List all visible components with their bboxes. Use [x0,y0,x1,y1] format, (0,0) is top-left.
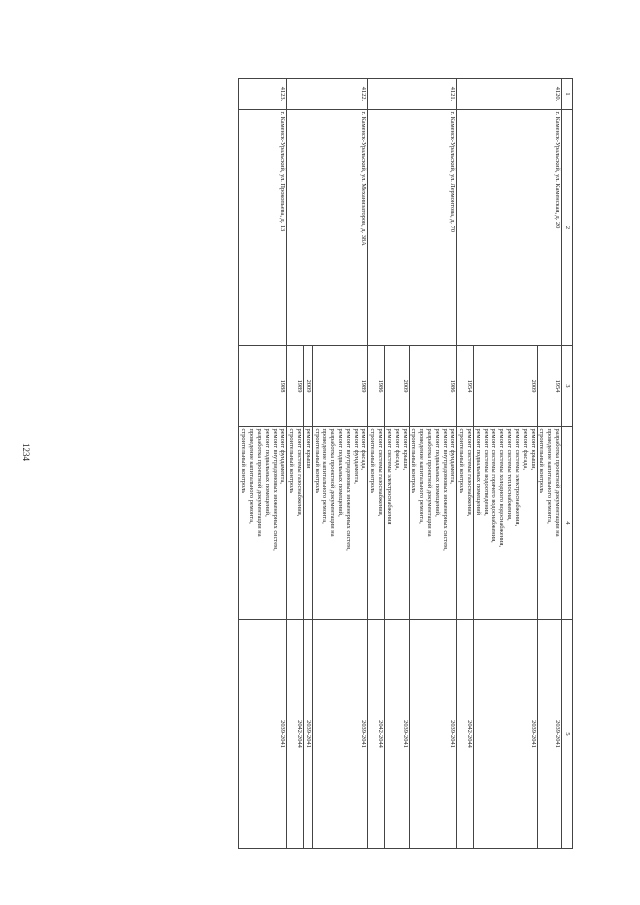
work-item: ремонт внутридомовых инженерных систем, [344,428,352,551]
col-header-4: 4 [562,427,573,620]
works-list [287,427,304,620]
work-item: ремонт системы газоснабжения, [296,428,303,517]
repair-period: 2039-2041 [537,620,561,849]
work-item: ремонт фасада, [393,428,401,470]
work-item: строительный контроль [369,428,377,494]
work-item: ремонт системы газоснабжения, [466,428,474,517]
work-item: проведение капитального ремонта, [248,428,256,524]
work-item: разработка проектной документации на [329,428,337,537]
construction-year: 2009 [304,346,313,427]
work-item: ремонт системы газоснабжения, [377,428,385,517]
header-row [562,79,573,849]
record-address: г. Каменск-Уральский, ул. Механизаторов, д. 38А [287,110,368,346]
construction-year: 1989 [312,346,368,427]
table-row [537,79,561,849]
col-header-1: 1 [562,79,573,110]
work-item: строительный контроль [458,428,466,494]
works-list [304,427,313,620]
works-list [312,427,368,620]
repair-period: 2039-2041 [474,620,538,849]
construction-year: 1988 [239,346,287,427]
works-list [368,427,385,620]
work-item: ремонт системы электроснабжения, [513,428,521,527]
work-item: проведение капитального ремонта, [546,428,554,524]
work-item: ремонт подвальных помещений, [263,428,271,517]
page-number: 1234 [21,443,31,461]
works-list [474,427,538,620]
work-item: ремонт подвальных помещений, [433,428,441,517]
col-header-3: 3 [562,346,573,427]
record-address: г. Каменск-Уральский, ул. Каменская, д. 20 [457,110,562,346]
repair-period: 2039-2041 [312,620,368,849]
record-number: 4120. [457,79,562,110]
construction-year: 1954 [457,346,474,427]
record-number: 4121. [368,79,457,110]
work-item: разработка проектной документации на [255,428,263,537]
repair-period: 2039-2041 [304,620,313,849]
work-item: ремонт крыши [304,428,312,469]
record-number: 4123. [239,79,287,110]
rotated-table-wrapper [67,78,573,848]
col-header-2: 2 [562,110,573,346]
repair-period: 2039-2041 [385,620,409,849]
work-item: ремонт подвальных помещений [474,428,482,516]
work-item: проведение капитального ремонта, [321,428,329,524]
construction-year: 2009 [385,346,409,427]
work-item: ремонт фасада, [360,428,368,470]
work-item: ремонт фундамента, [352,428,360,484]
work-item: ремонт внутридомовых инженерных систем, [441,428,449,551]
work-item: строительный контроль [288,428,296,494]
col-header-5: 5 [562,620,573,849]
record-address: г. Каменск-Уральский, ул. Лермонтова, д. 70 [368,110,457,346]
works-list [409,427,457,620]
repair-period: 2042-2044 [287,620,304,849]
work-item: ремонт фундамента, [449,428,457,484]
construction-year: 1986 [409,346,457,427]
works-list [385,427,409,620]
repair-period: 2042-2044 [457,620,474,849]
works-list [457,427,474,620]
construction-year: 1954 [537,346,561,427]
work-item: ремонт крыши, [401,428,409,471]
construction-year: 1986 [368,346,385,427]
work-item: разработка проектной документации на [554,428,561,537]
works-list [537,427,561,620]
construction-year: 2009 [474,346,538,427]
work-item: ремонт системы горячего водоснабжения, [490,428,498,543]
work-item: ремонт внутридомовых инженерных систем, [271,428,279,551]
table-row [312,79,368,849]
work-item: строительный контроль [410,428,418,494]
repair-period: 2039-2041 [409,620,457,849]
work-item: ремонт фасада, [521,428,529,470]
record-address: г. Каменск-Уральский, ул. Прокопьева, д. 13 [239,110,287,346]
construction-year: 1989 [287,346,304,427]
repair-period: 2039-2041 [239,620,287,849]
work-item: ремонт фундамента, [279,428,287,484]
work-item: ремонт подвальных помещений, [337,428,345,517]
works-list [239,427,287,620]
work-item: проведение капитального ремонта, [418,428,426,524]
repair-period: 2042-2044 [368,620,385,849]
work-item: ремонт системы холодного водоснабжения, [498,428,506,547]
work-item: ремонт системы теплоснабжения, [506,428,514,521]
work-item: строительный контроль [538,428,546,494]
work-item: ремонт системы электроснабжения [385,428,393,525]
repair-schedule-table [239,78,574,849]
table-row [409,79,457,849]
table-row [239,79,287,849]
work-item: разработка проектной документации на [426,428,433,537]
work-item: ремонт крыши, [529,428,537,471]
work-item: строительный контроль [313,428,321,494]
record-number: 4122. [287,79,368,110]
work-item: строительный контроль [240,428,248,494]
work-item: ремонт системы водоотведения, [482,428,490,516]
